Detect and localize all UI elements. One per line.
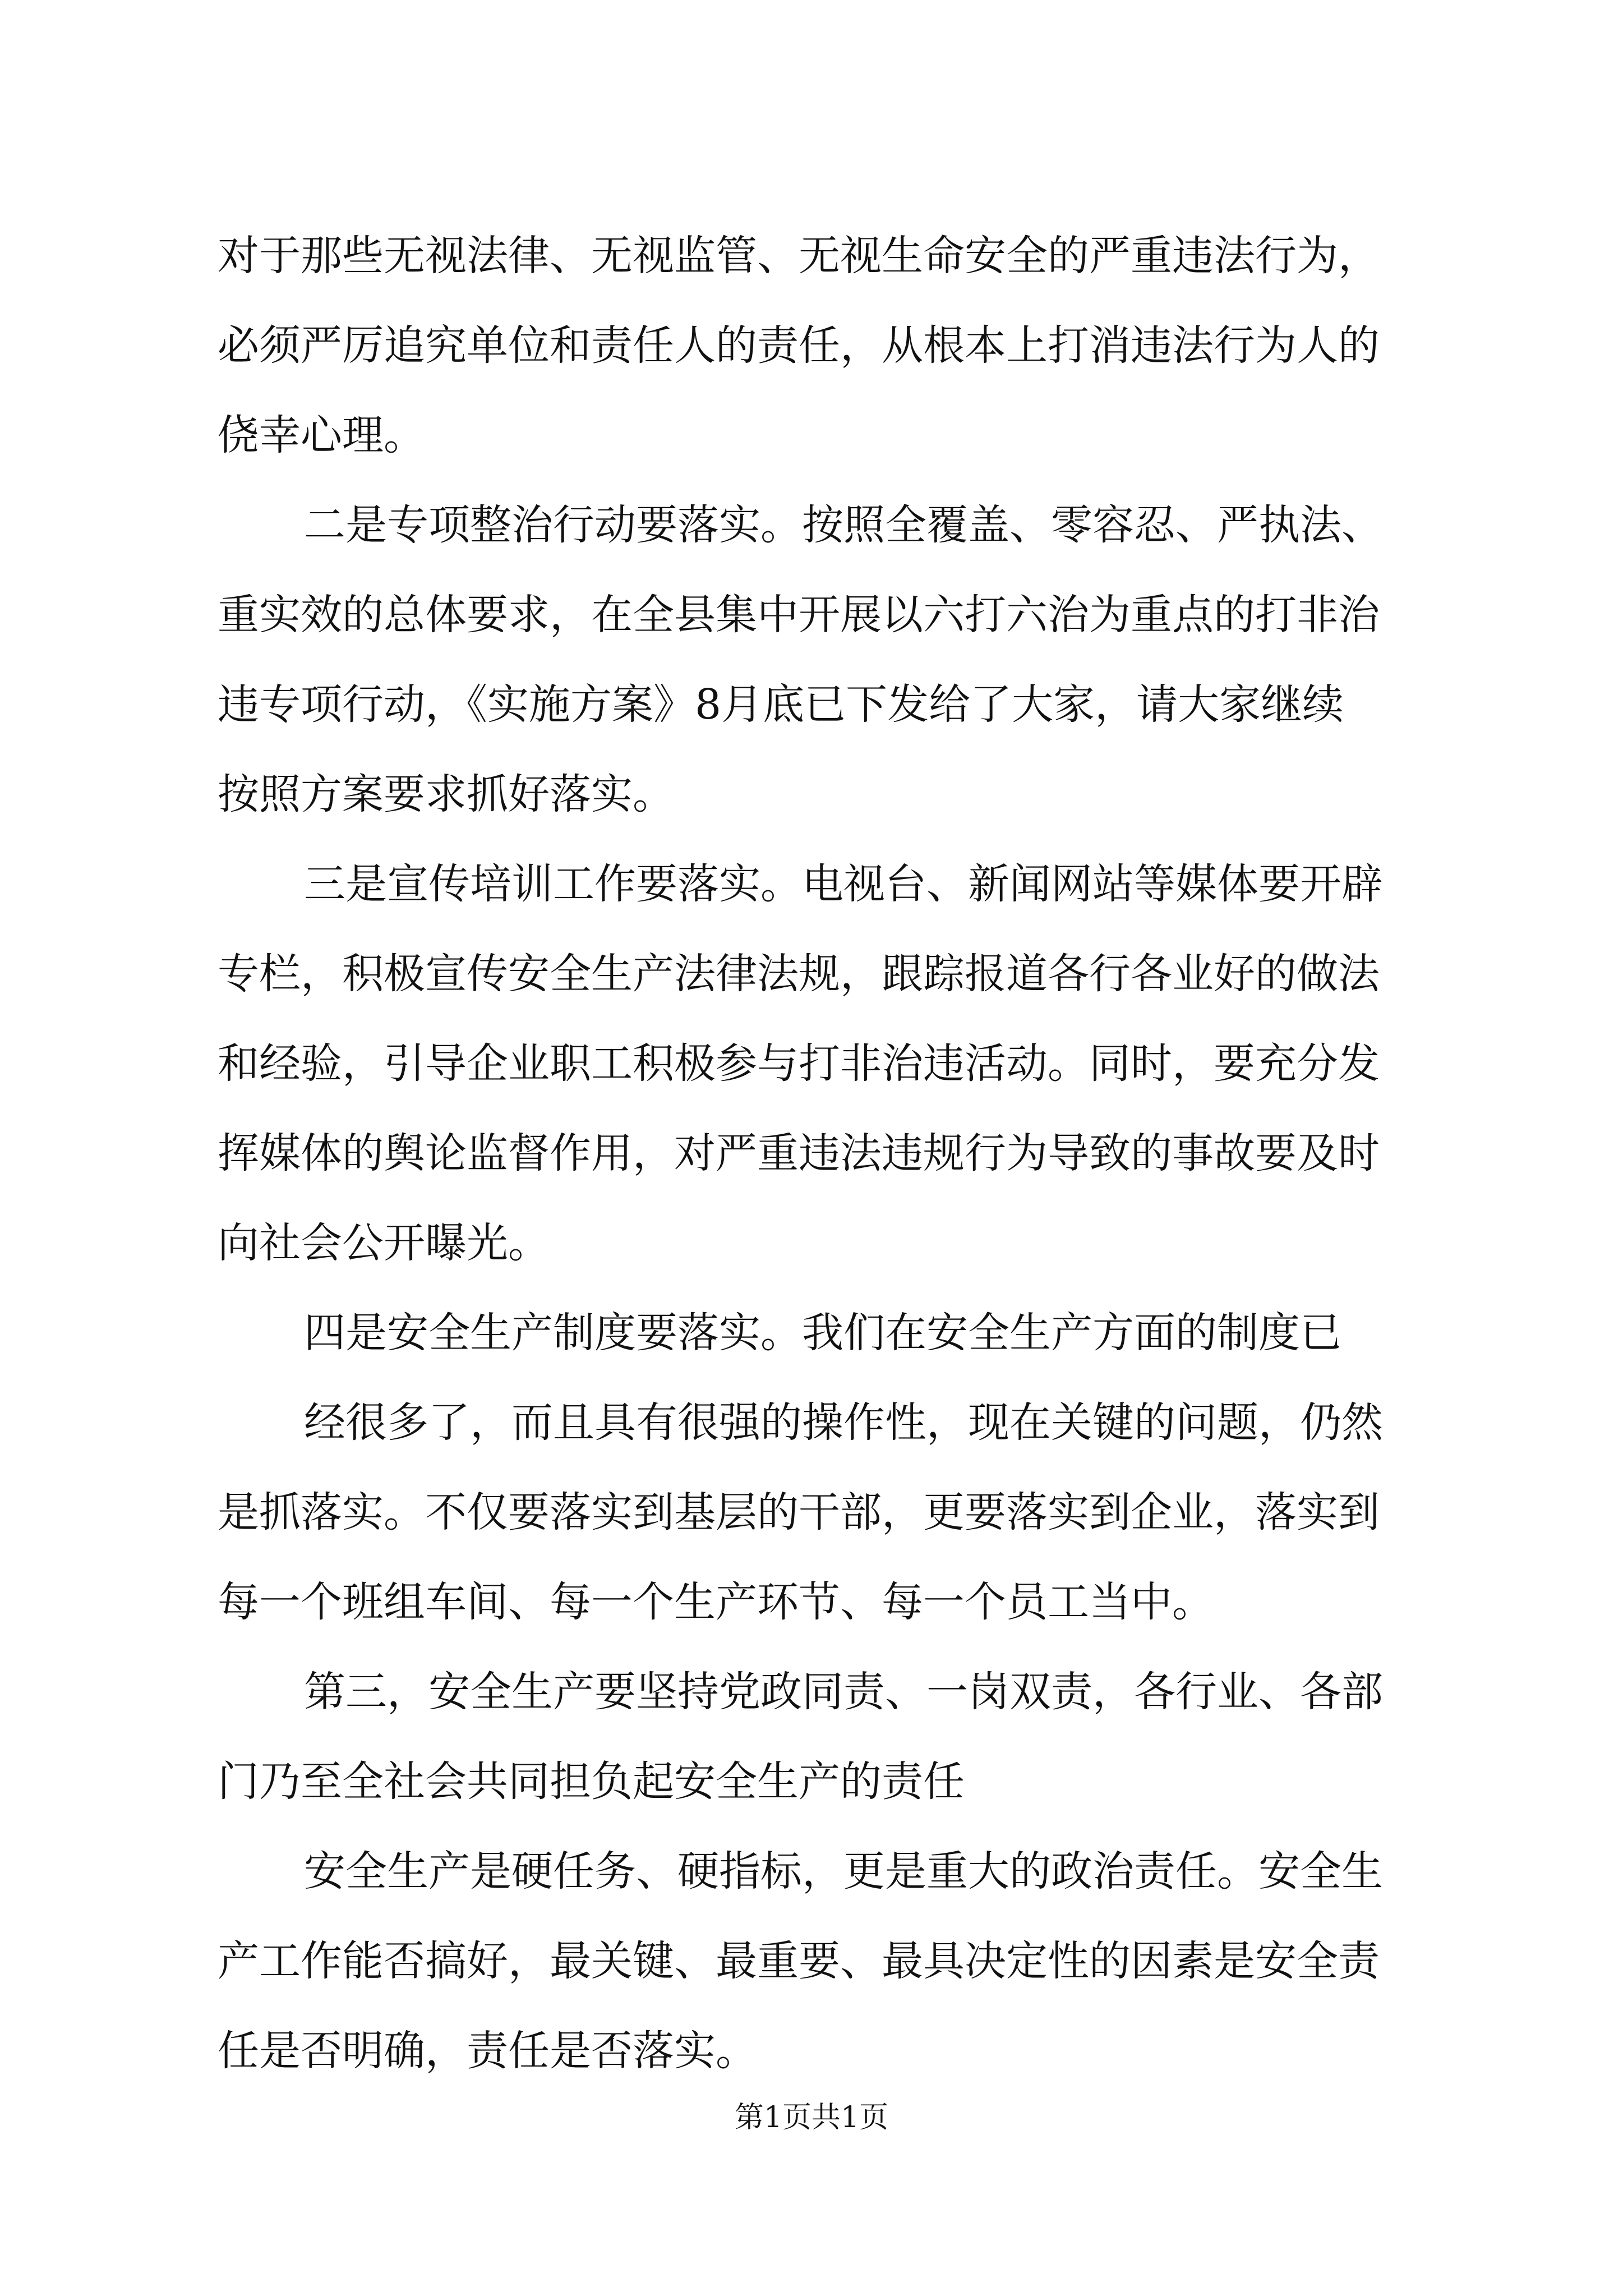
current-page-label: 第1页 [734,2101,811,2134]
text-line: 第三，安全生产要坚持党政同责、一岗双责，各行业、各部 [304,1668,1383,1716]
text-line: 三是宣传培训工作要落实。电视台、新闻网站等媒体要开辟 [304,860,1383,908]
text-line: 违专项行动，《实施方案》8月底已下发给了大家，请大家继续 [218,680,1344,729]
text-line: 按照方案要求抓好落实。 [218,770,674,818]
text-line: 和经验，引导企业职工积极参与打非治违活动。同时，要充分发 [218,1039,1380,1088]
text-line: 侥幸心理。 [218,411,425,459]
text-line: 是抓落实。不仅要落实到基层的干部，更要落实到企业，落实到 [218,1488,1380,1536]
text-line: 每一个班组车间、每一个生产环节、每一个员工当中。 [218,1578,1214,1626]
text-line: 向社会公开曝光。 [218,1219,550,1267]
document-body [218,211,1435,2096]
text-line: 必须严厉追究单位和责任人的责任，从根本上打消违法行为人的 [218,321,1380,370]
text-line: 挥媒体的舆论监督作用，对严重违法违规行为导致的事故要及时 [218,1129,1380,1177]
text-line: 安全生产是硬任务、硬指标，更是重大的政治责任。安全生 [304,1847,1383,1895]
text-line: 门乃至全社会共同担负起安全生产的责任 [218,1757,965,1806]
text-line: 经很多了，而且具有很强的操作性，现在关键的问题，仍然 [304,1398,1383,1447]
page-footer [0,2095,1623,2140]
text-line: 专栏，积极宣传安全生产法律法规，跟踪报道各行各业好的做法 [218,950,1380,998]
text-line: 重实效的总体要求，在全县集中开展以六打六治为重点的打非治 [218,591,1380,639]
text-line: 二是专项整治行动要落实。按照全覆盖、零容忍、严执法、 [304,501,1383,549]
total-pages-label: 共1页 [811,2101,889,2134]
text-line: 对于那些无视法律、无视监管、无视生命安全的严重违法行为， [218,232,1380,280]
text-line: 产工作能否搞好，最关键、最重要、最具决定性的因素是安全责 [218,1937,1380,1985]
text-line: 任是否明确，责任是否落实。 [218,2027,757,2075]
text-line: 四是安全生产制度要落实。我们在安全生产方面的制度已 [304,1309,1341,1357]
